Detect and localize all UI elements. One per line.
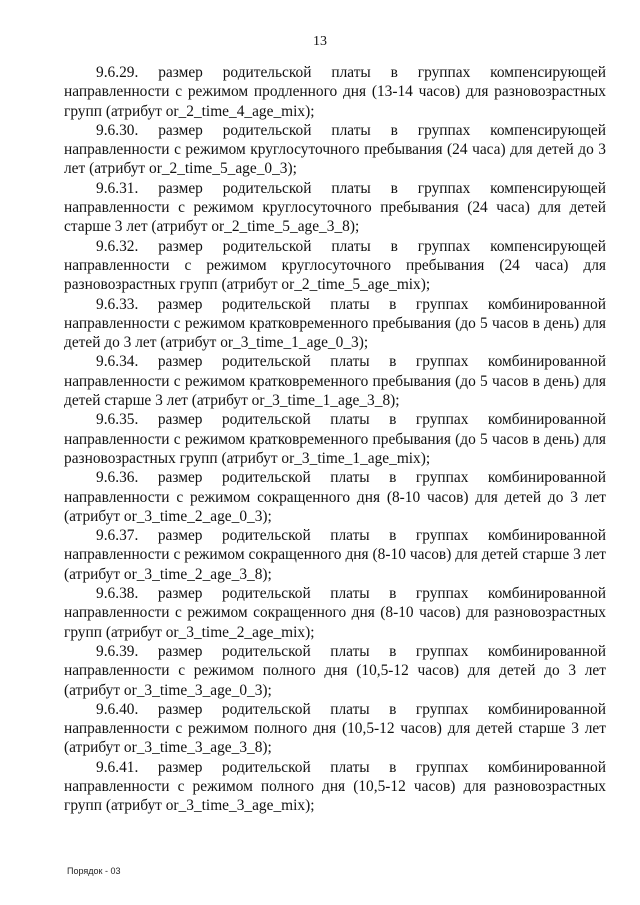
- list-item: 9.6.32. размер родительской платы в группах компенсирующей направленности с режимом круглосуточного пребывания (24 часа) для разновозрастных групп (атрибут or_2_time_5_age_mix);: [64, 237, 606, 294]
- list-item: 9.6.38. размер родительской платы в группах комбинированной направленности с режимом сокращенного дня (8-10 часов) для разновозрастных групп (атрибут or_3_time_2_age_mix);: [64, 585, 606, 641]
- list-item: 9.6.30. размер родительской платы в группах компенсирующей направленности с режимом круглосуточного пребывания (24 часа) для детей до 3 лет (атрибут or_2_time_5_age_0_3);: [64, 121, 606, 178]
- list-item: 9.6.40. размер родительской платы в группах комбинированной направленности с режимом полного дня (10,5-12 часов) для детей старше 3 лет (атрибут or_3_time_3_age_3_8);: [64, 700, 606, 757]
- list-item: 9.6.33. размер родительской платы в группах комбинированной направленности с режимом кратковременного пребывания (до 5 часов в день) для детей до 3 лет (атрибут or_3_time_1_age_0_3);: [64, 295, 606, 352]
- list-item: 9.6.34. размер родительской платы в группах комбинированной направленности с режимом кратковременного пребывания (до 5 часов в день) для детей старше 3 лет (атрибут or_3_time_1_age_3_8);: [64, 353, 606, 410]
- list-item: 9.6.35. размер родительской платы в группах комбинированной направленности с режимом кратковременного пребывания (до 5 часов в день) для разновозрастных групп (атрибут or_3_time_1_age_mix);: [64, 411, 606, 467]
- page-number: 13: [313, 34, 327, 49]
- list-item: 9.6.36. размер родительской платы в группах комбинированной направленности с режимом сокращенного дня (8-10 часов) для детей до 3 лет (атрибут or_3_time_2_age_0_3);: [64, 469, 606, 525]
- list-item: 9.6.31. размер родительской платы в группах компенсирующей направленности с режимом круглосуточного пребывания (24 часа) для детей старше 3 лет (атрибут or_2_time_5_age_3_8);: [64, 179, 606, 236]
- document-body: [64, 63, 606, 816]
- page-footer: Порядок - 03: [67, 866, 121, 876]
- list-item: 9.6.39. размер родительской платы в группах комбинированной направленности с режимом полного дня (10,5-12 часов) для детей до 3 лет (атрибут or_3_time_3_age_0_3);: [64, 642, 606, 699]
- list-item: 9.6.29. размер родительской платы в группах компенсирующей направленности с режимом продленного дня (13-14 часов) для разновозрастных групп (атрибут or_2_time_4_age_mix);: [64, 64, 606, 120]
- list-item: 9.6.37. размер родительской платы в группах комбинированной направленности с режимом сокращенного дня (8-10 часов) для детей старше 3 лет (атрибут or_3_time_2_age_3_8);: [64, 527, 606, 583]
- list-item: 9.6.41. размер родительской платы в группах комбинированной направленности с режимом полного дня (10,5-12 часов) для разновозрастных групп (атрибут or_3_time_3_age_mix);: [64, 758, 606, 815]
